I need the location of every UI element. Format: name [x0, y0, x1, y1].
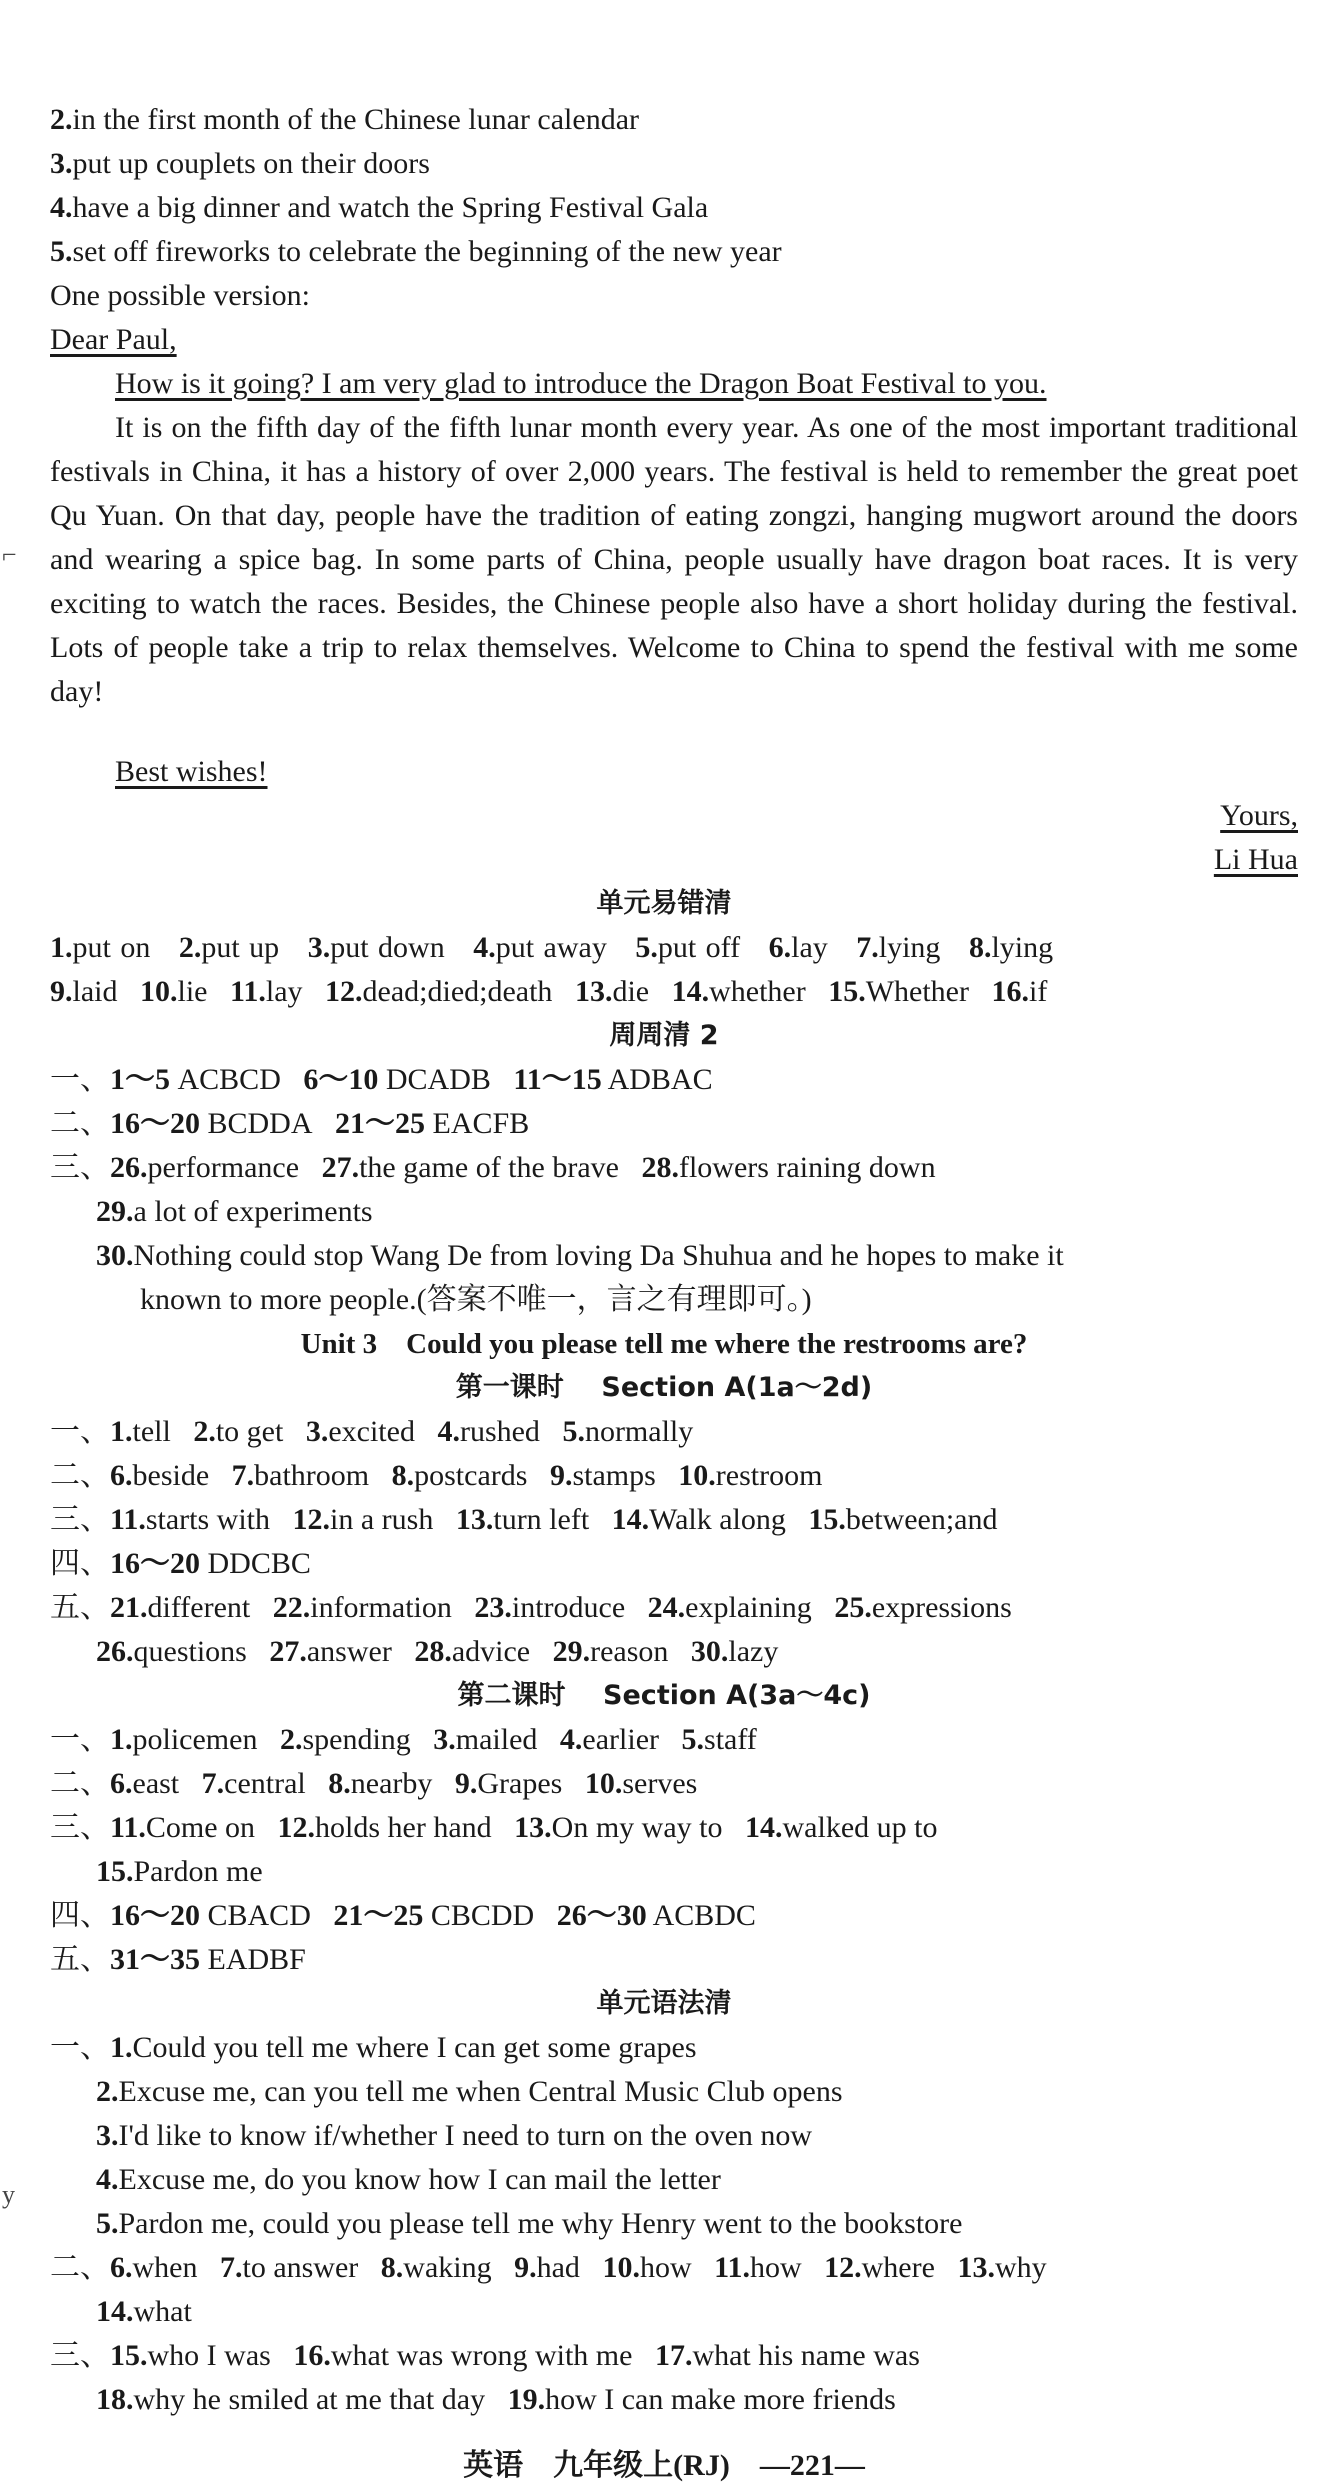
letter-sign-name: Li Hua	[1213, 843, 1298, 876]
phrase-5: 5.set off fireworks to celebrate the beginning of the new year	[50, 235, 782, 268]
letter-greeting: Dear Paul,	[50, 323, 177, 356]
weekly-line-3: 三、26.performance 27.the game of the brave 28.flowers raining down	[50, 1151, 936, 1184]
grammar-line-7: 14.what	[96, 2295, 192, 2328]
letter-intro: One possible version:	[50, 279, 310, 312]
grammar-line-4: 4.Excuse me, do you know how I can mail the letter	[96, 2163, 721, 2196]
margin-mark-1: ⌐	[2, 540, 17, 569]
weekly-line-1: 一、1～5 ACBCD 6～10 DCADB 11～15 ADBAC	[50, 1063, 713, 1096]
letter-opening-row	[115, 362, 1298, 406]
lesson2-line-6: 五、31～35 EADBF	[50, 1943, 306, 1976]
lesson1-line-3: 三、11.starts with 12.in a rush 13.turn left 14.Walk along 15.between;and	[50, 1503, 998, 1536]
lesson1-line-6: 26.questions 27.answer 28.advice 29.reason 30.lazy	[96, 1635, 779, 1668]
grammar-line-5: 5.Pardon me, could you please tell me why Henry went to the bookstore	[96, 2207, 963, 2240]
lesson1-line-1: 一、1.tell 2.to get 3.excited 4.rushed 5.normally	[50, 1415, 694, 1448]
grammar-line-6: 二、6.when 7.to answer 8.waking 9.had 10.how 11.how 12.where 13.why	[50, 2251, 1047, 2284]
grammar-line-2: 2.Excuse me, can you tell me when Central Music Club opens	[96, 2075, 843, 2108]
grammar-line-1: 一、1.Could you tell me where I can get some grapes	[50, 2031, 697, 2064]
weekly-line-5: 30.Nothing could stop Wang De from loving Da Shuhua and he hopes to make it	[96, 1239, 1064, 1272]
section-title-mistakes: 单元易错清	[596, 888, 732, 919]
page-footer	[0, 2440, 1328, 2484]
phrase-3: 3.put up couplets on their doors	[50, 147, 430, 180]
lesson2-line-3: 三、11.Come on 12.holds her hand 13.On my way to 14.walked up to	[50, 1811, 938, 1844]
lesson1-line-4: 四、16～20 DDCBC	[50, 1547, 311, 1580]
mistakes-row-2: 9.laid 10.lie 11.lay 12.dead;died;death 13.die 14.whether 15.Whether 16.if	[50, 975, 1048, 1008]
letter-body: It is on the fifth day of the fifth lunar month every year. As one of the most important traditional festivals in China, it has a history of over 2,000 years. The festival is held to remember the great poet Qu Yuan. On that day, people have the tradition of eating zongzi, hanging mugwort around the doors and wearing a spice bag. In some parts of China, people usually have dragon boat races. It is very exciting to watch the races. Besides, the Chinese people also have a short holiday during the festival. Lots of people take a trip to relax themselves. Welcome to China to spend the festival with me some day!	[50, 411, 1298, 708]
unit-title: Unit 3 Could you please tell me where the restrooms are?	[300, 1328, 1028, 1360]
section-title-weekly: 周周清 2	[609, 1020, 719, 1051]
mistakes-row-1: 1.put on 2.put up 3.put down 4.put away 5.put off 6.lay 7.lying 8.lying	[50, 931, 1054, 964]
margin-mark-2: y	[2, 2180, 15, 2209]
lesson1-title: 第一课时 Section A(1a～2d)	[455, 1372, 873, 1403]
lesson2-line-2: 二、6.east 7.central 8.nearby 9.Grapes 10.serves	[50, 1767, 698, 1800]
lesson1-line-5: 五、21.different 22.information 23.introduce 24.explaining 25.expressions	[50, 1591, 1012, 1624]
lesson2-line-4: 15.Pardon me	[96, 1855, 263, 1888]
grammar-line-9: 18.why he smiled at me that day 19.how I can make more friends	[96, 2383, 896, 2416]
phrase-2: 2.in the first month of the Chinese lunar calendar	[50, 103, 639, 136]
lesson1-line-2: 二、6.beside 7.bathroom 8.postcards 9.stamps 10.restroom	[50, 1459, 823, 1492]
footer-page-number: —221—	[759, 2449, 865, 2482]
letter-closing-row	[115, 750, 1298, 794]
letter-greeting-row	[50, 318, 1298, 362]
letter-closing: Best wishes!	[115, 755, 268, 788]
grammar-title: 单元语法清	[596, 1988, 732, 2019]
lesson2-title: 第二课时 Section A(3a～4c)	[457, 1680, 871, 1711]
lesson2-line-5: 四、16～20 CBACD 21～25 CBCDD 26～30 ACBDC	[50, 1899, 756, 1932]
grammar-line-3: 3.I'd like to know if/whether I need to turn on the oven now	[96, 2119, 813, 2152]
lesson2-line-1: 一、1.policemen 2.spending 3.mailed 4.earlier 5.staff	[50, 1723, 757, 1756]
grammar-line-8: 三、15.who I was 16.what was wrong with me 17.what his name was	[50, 2339, 920, 2372]
weekly-line-2: 二、16～20 BCDDA 21～25 EACFB	[50, 1107, 530, 1140]
letter-sign-yours: Yours,	[1220, 799, 1298, 832]
weekly-line-6: known to more people.(答案不唯一，言之有理即可。)	[140, 1283, 812, 1316]
footer-subject: 英语	[463, 2449, 524, 2482]
weekly-line-4: 29.a lot of experiments	[96, 1195, 373, 1228]
phrase-4: 4.have a big dinner and watch the Spring Festival Gala	[50, 191, 709, 224]
footer-grade: 九年级上(RJ)	[553, 2449, 730, 2482]
letter-opening: How is it going? I am very glad to introduce the Dragon Boat Festival to you.	[115, 367, 1047, 400]
